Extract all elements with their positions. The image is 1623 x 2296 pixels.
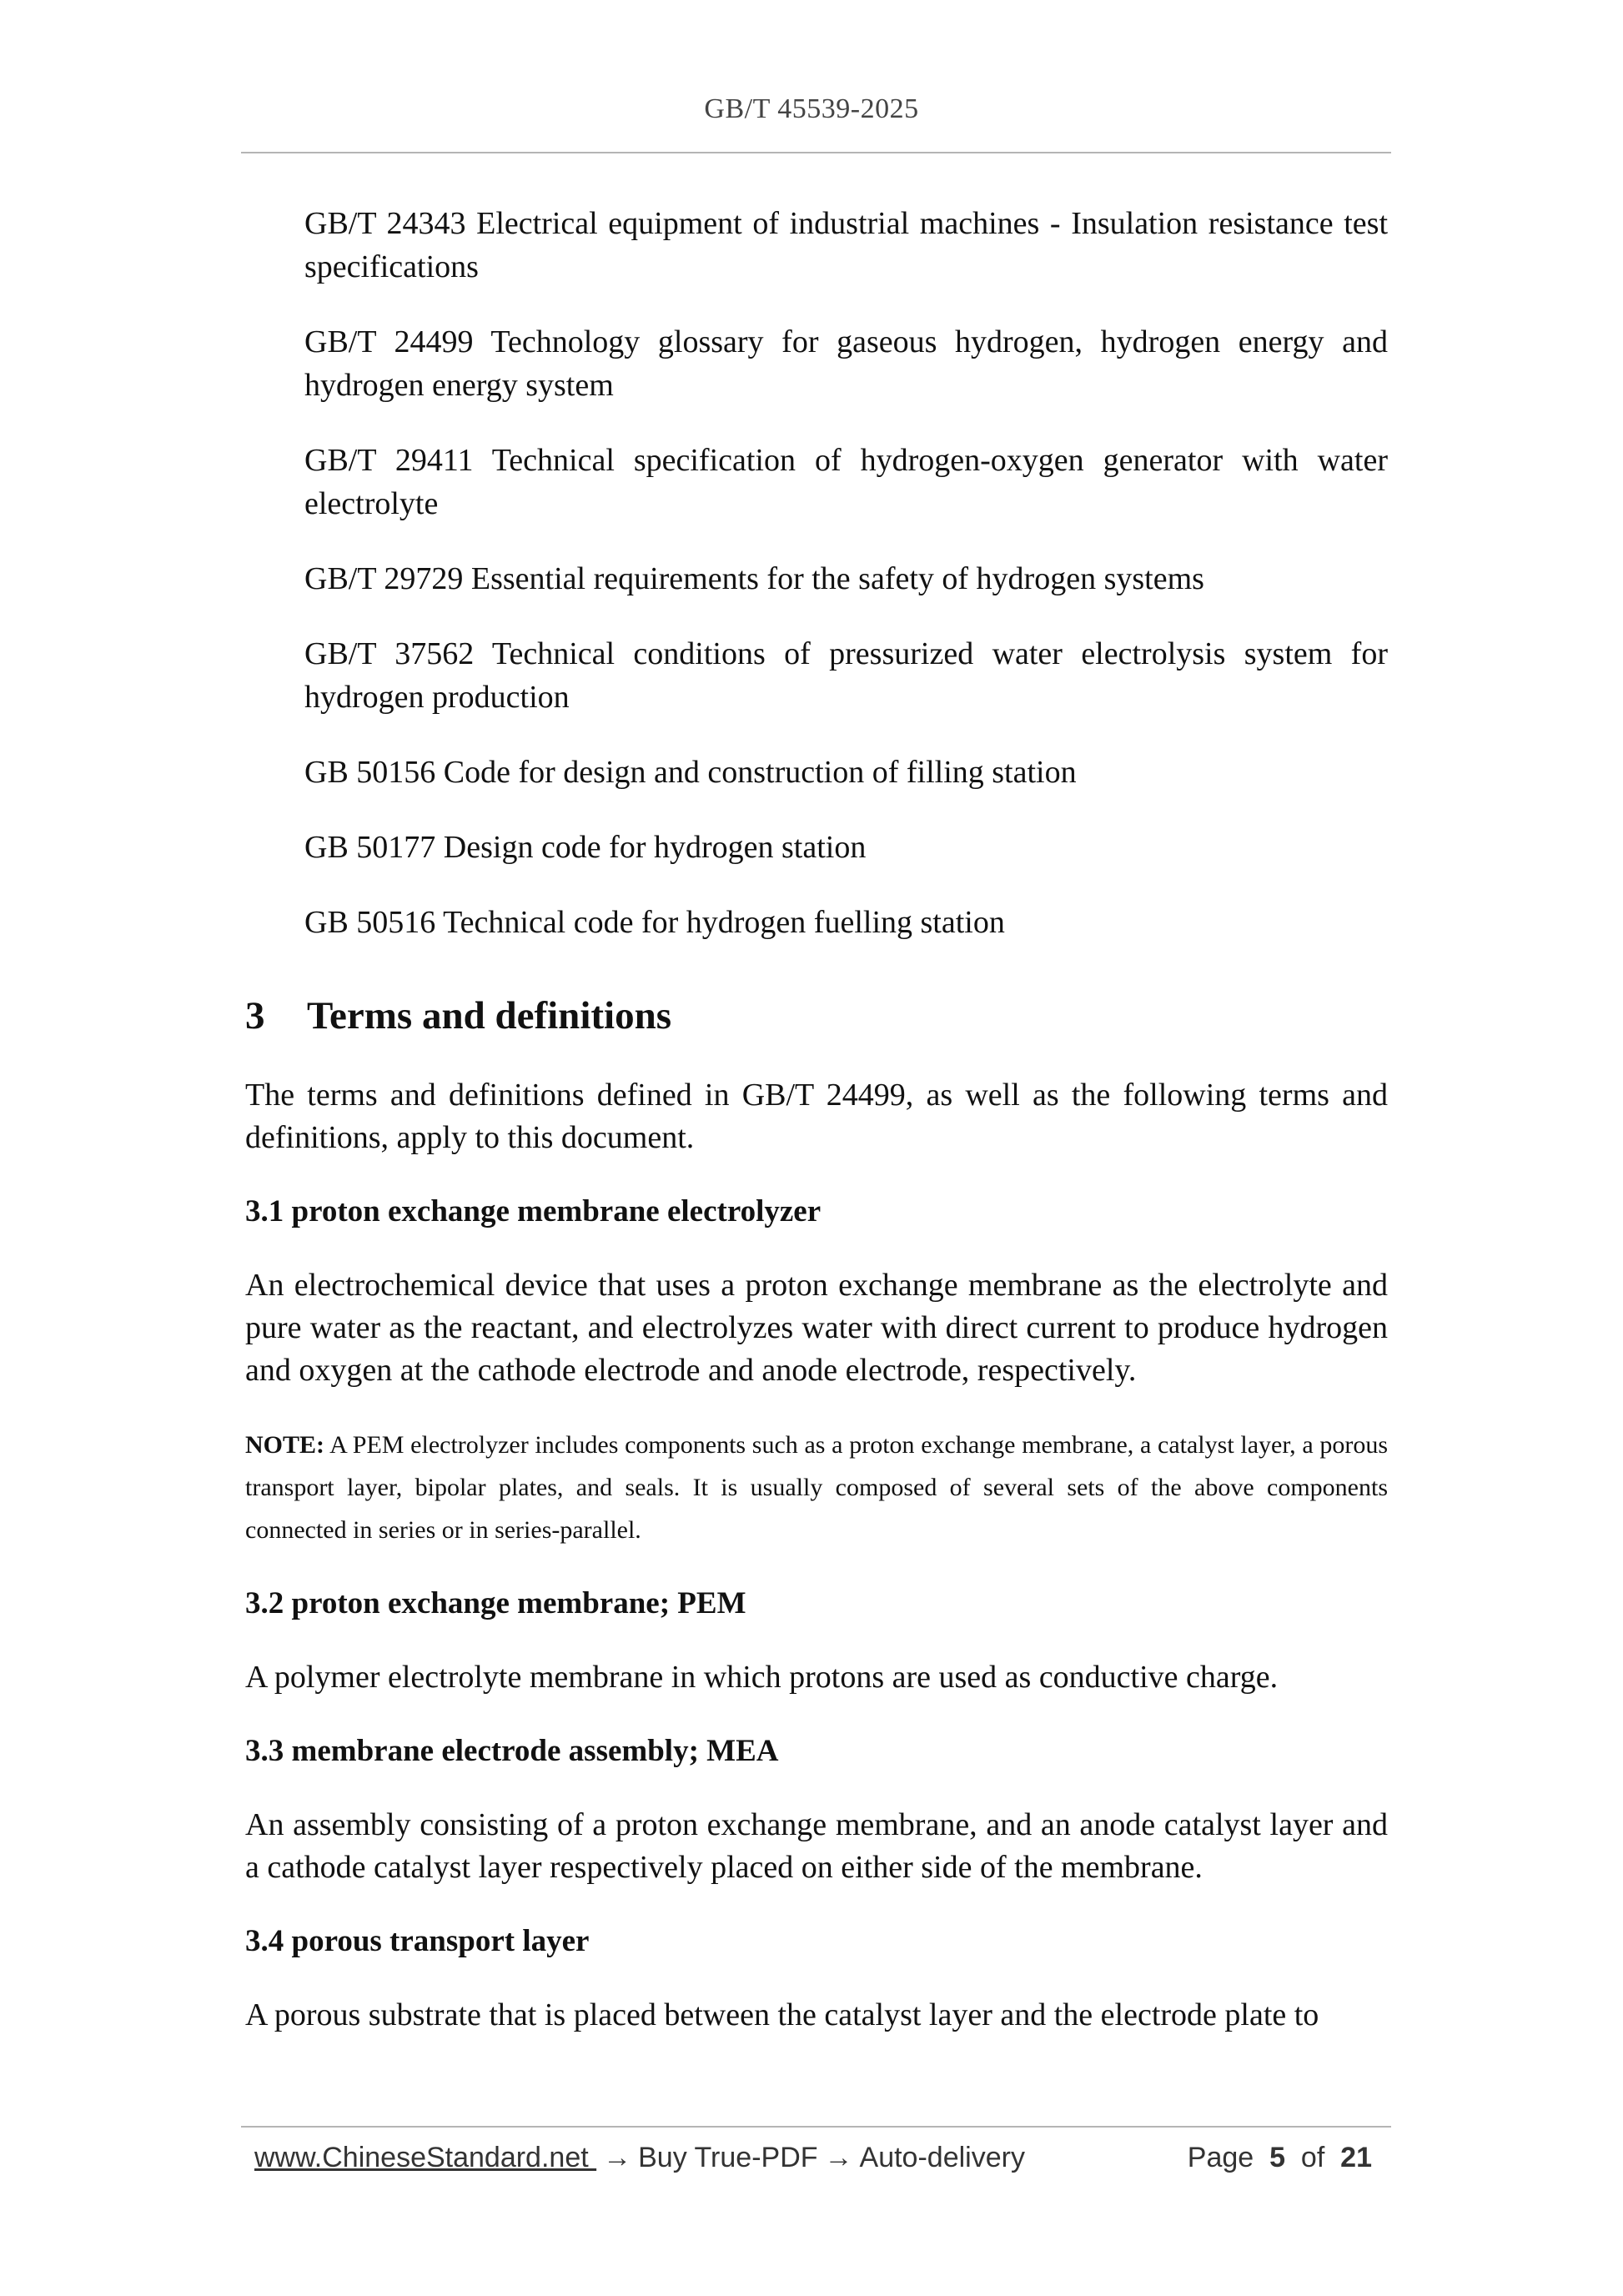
term-heading: 3.2 proton exchange membrane; PEM	[245, 1586, 746, 1620]
term-heading: 3.1 proton exchange membrane electrolyzer	[245, 1194, 822, 1228]
page-current: 5	[1269, 2142, 1285, 2173]
page-of: of	[1300, 2142, 1325, 2173]
reference-item: GB/T 37562 Technical conditions of pressurized water electrolysis system for hydrogen production	[304, 636, 1388, 715]
section-title: Terms and definitions	[307, 994, 672, 1037]
term-heading: 3.4 porous transport layer	[245, 1924, 590, 1958]
site-link[interactable]: www.ChineseStandard.net	[254, 2142, 597, 2173]
reference-item: GB/T 29411 Technical specification of hydrogen-oxygen generator with water electrolyte	[304, 443, 1388, 521]
reference-item: GB 50177 Design code for hydrogen station	[304, 830, 867, 865]
page-indicator	[1188, 2142, 1372, 2174]
reference-item: GB 50156 Code for design and construction of filling station	[304, 755, 1077, 790]
footer-links	[254, 2142, 1025, 2174]
term-note	[245, 1424, 1388, 1551]
page-total: 21	[1340, 2142, 1372, 2173]
buy-pdf-text: Buy True-PDF	[638, 2142, 818, 2173]
section-number: 3	[245, 994, 265, 1037]
page-body	[245, 202, 1388, 2068]
normative-reference-list	[245, 202, 1388, 944]
note-text: A PEM electrolyzer includes components such as a proton exchange membrane, a catalyst layer, a porous transport layer, bipolar plates, and seals. It is usually composed of several sets of the above components connected in series or in series-parallel.	[245, 1431, 1388, 1544]
reference-item: GB/T 24343 Electrical equipment of industrial machines - Insulation resistance test specifications	[304, 206, 1388, 284]
term-definition: An assembly consisting of a proton exchange membrane, and an anode catalyst layer and a cathode catalyst layer respectively placed on either side of the membrane.	[245, 1807, 1388, 1885]
footer-divider	[241, 2126, 1391, 2128]
section-heading	[245, 991, 1388, 1041]
term-heading: 3.3 membrane electrode assembly; MEA	[245, 1734, 779, 1768]
term-definition: A porous substrate that is placed between the catalyst layer and the electrode plate to	[245, 1997, 1319, 2032]
section-intro: The terms and definitions defined in GB/T 24499, as well as the following terms and definitions, apply to this document.	[245, 1078, 1388, 1155]
auto-delivery-text: Auto-delivery	[859, 2142, 1025, 2173]
reference-item: GB/T 29729 Essential requirements for the safety of hydrogen systems	[304, 561, 1204, 596]
reference-item: GB 50516 Technical code for hydrogen fuelling station	[304, 905, 1005, 940]
header-divider	[241, 152, 1391, 153]
arrow-right-icon: →	[824, 2142, 853, 2173]
arrow-right-icon: →	[603, 2142, 632, 2173]
term-definition: A polymer electrolyte membrane in which protons are used as conductive charge.	[245, 1660, 1279, 1695]
term-definition: An electrochemical device that uses a proton exchange membrane as the electrolyte and pure water as the reactant, and electrolyzes water with direct current to produce hydrogen and oxygen at the cathode electrode and anode electrode, respectively.	[245, 1268, 1388, 1388]
page-label: Page	[1187, 2142, 1254, 2173]
note-label: NOTE:	[245, 1431, 325, 1459]
page-header: GB/T 45539-2025	[704, 93, 919, 124]
reference-item: GB/T 24499 Technology glossary for gaseous hydrogen, hydrogen energy and hydrogen energy system	[304, 324, 1388, 403]
